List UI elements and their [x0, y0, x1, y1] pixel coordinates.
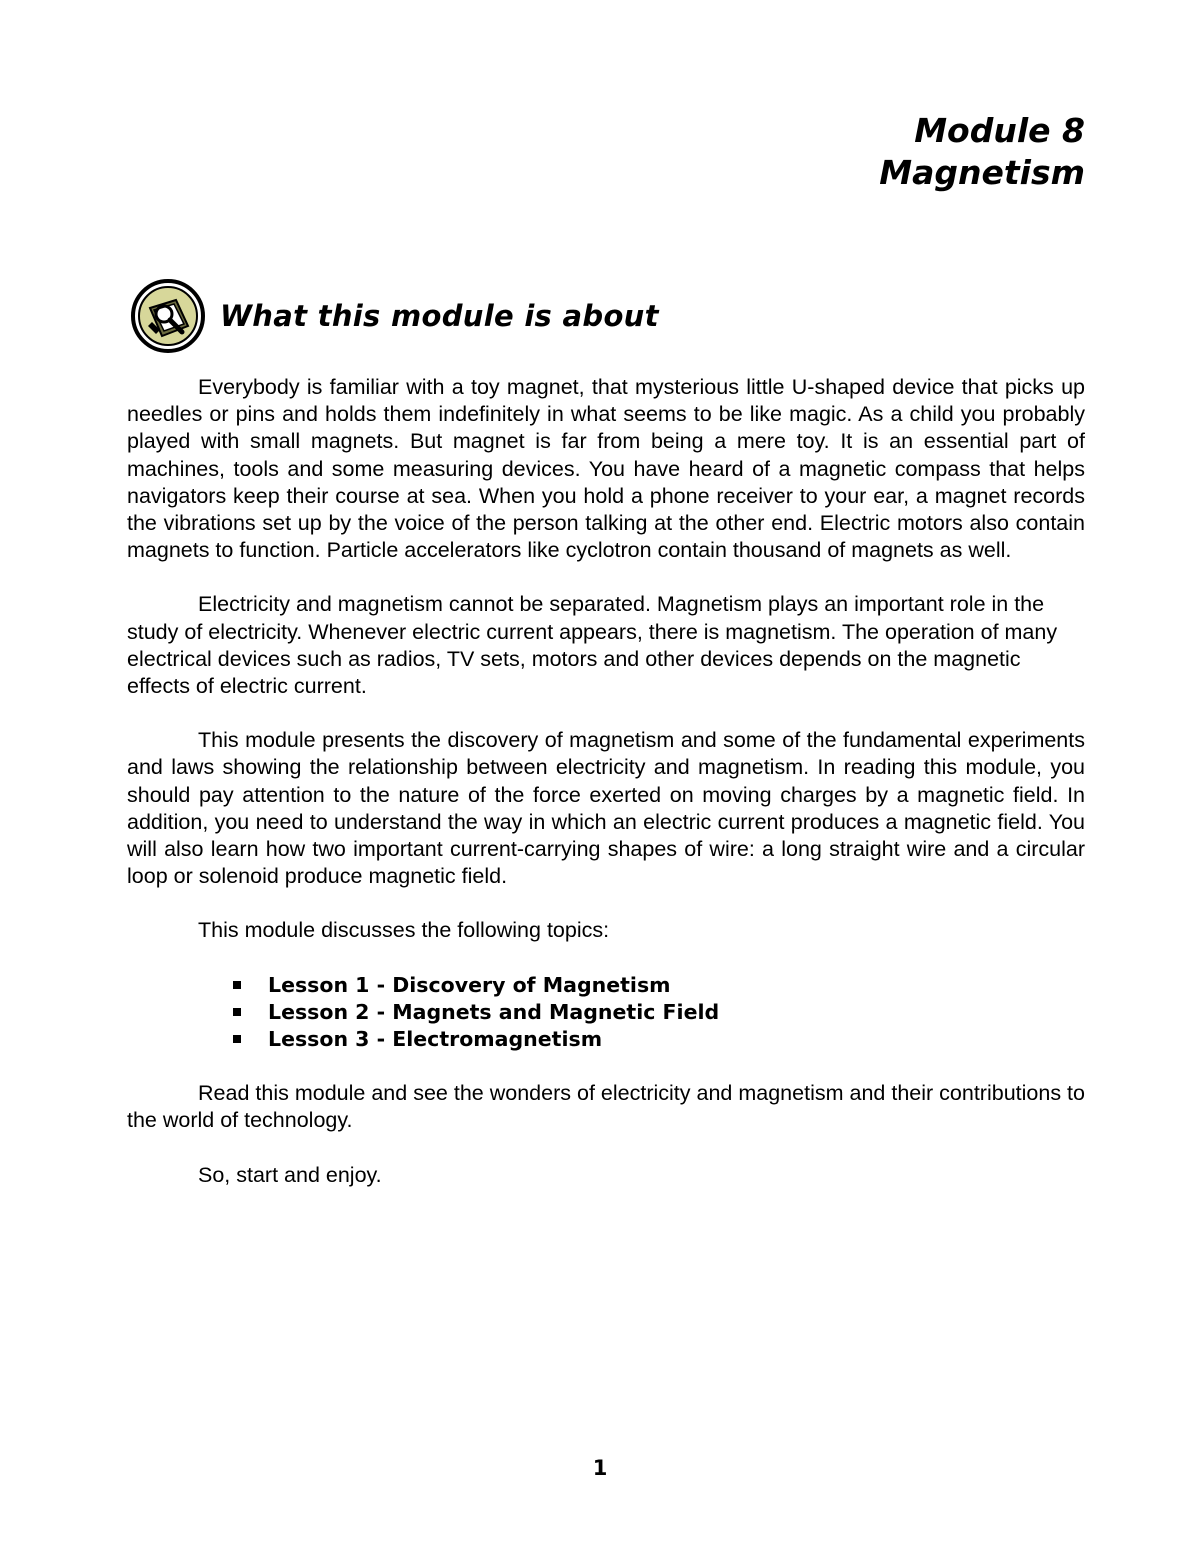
section-header — [130, 278, 659, 354]
module-title-block — [879, 110, 1085, 194]
topic-label: Lesson 2 - Magnets and Magnetic Field — [268, 999, 720, 1024]
topic-label: Lesson 3 - Electromagnetism — [268, 1027, 603, 1052]
magnifier-book-icon — [130, 278, 206, 354]
paragraph-closing: Read this module and see the wonders of electricity and magnetism and their contributions to the world of technology. — [127, 1081, 1085, 1133]
bullet-icon — [233, 981, 241, 989]
paragraph-enjoy: So, start and enjoy. — [198, 1162, 382, 1187]
bullet-icon — [233, 1035, 241, 1043]
paragraph-intro: Everybody is familiar with a toy magnet, that mysterious little U-shaped device that picks up needles or pins and holds them indefinitely in what seems to be like magic. As a child you probably played with small magnets. But magnet is far from being a mere toy. It is an essential part of machines, tools and some measuring devices. You have heard of a magnetic compass that helps navigators keep their course at sea. When you hold a phone receiver to your ear, a magnet records the vibrations set up by the voice of the person talking at the other end. Electric motors also contain magnets to function. Particle accelerators like cyclotron contain thousand of magnets as well. — [127, 375, 1085, 563]
page-number: 1 — [592, 1456, 608, 1480]
paragraph-electricity: Electricity and magnetism cannot be separated. Magnetism plays an important role in the study of electricity. Whenever electric current appears, there is magnetism. The operation of many electrical devices such as radios, TV sets, motors and other devices depends on the magnetic effects of electric current. — [127, 592, 1058, 699]
paragraph-topics-intro: This module discusses the following topics: — [198, 918, 610, 943]
topic-label: Lesson 1 - Discovery of Magnetism — [268, 972, 671, 997]
bullet-icon — [233, 1008, 241, 1016]
topics-list — [127, 972, 1085, 1054]
module-body — [127, 374, 1085, 1216]
module-number: Module 8 — [914, 111, 1085, 150]
list-item — [233, 999, 1085, 1026]
section-heading: What this module is about — [220, 299, 659, 333]
list-item — [233, 972, 1085, 999]
list-item — [233, 1026, 1085, 1053]
paragraph-module-overview: This module presents the discovery of magnetism and some of the fundamental experiments and laws showing the relationship between electricity and magnetism. In reading this module, you should pay attention to the nature of the force exerted on moving charges by a magnetic field. In addition, you need to understand the way in which an electric current produces a magnetic field. You will also learn how two important current-carrying shapes of wire: a long straight wire and a circular loop or solenoid produce magnetic field. — [127, 728, 1085, 889]
module-title: Magnetism — [879, 153, 1085, 192]
